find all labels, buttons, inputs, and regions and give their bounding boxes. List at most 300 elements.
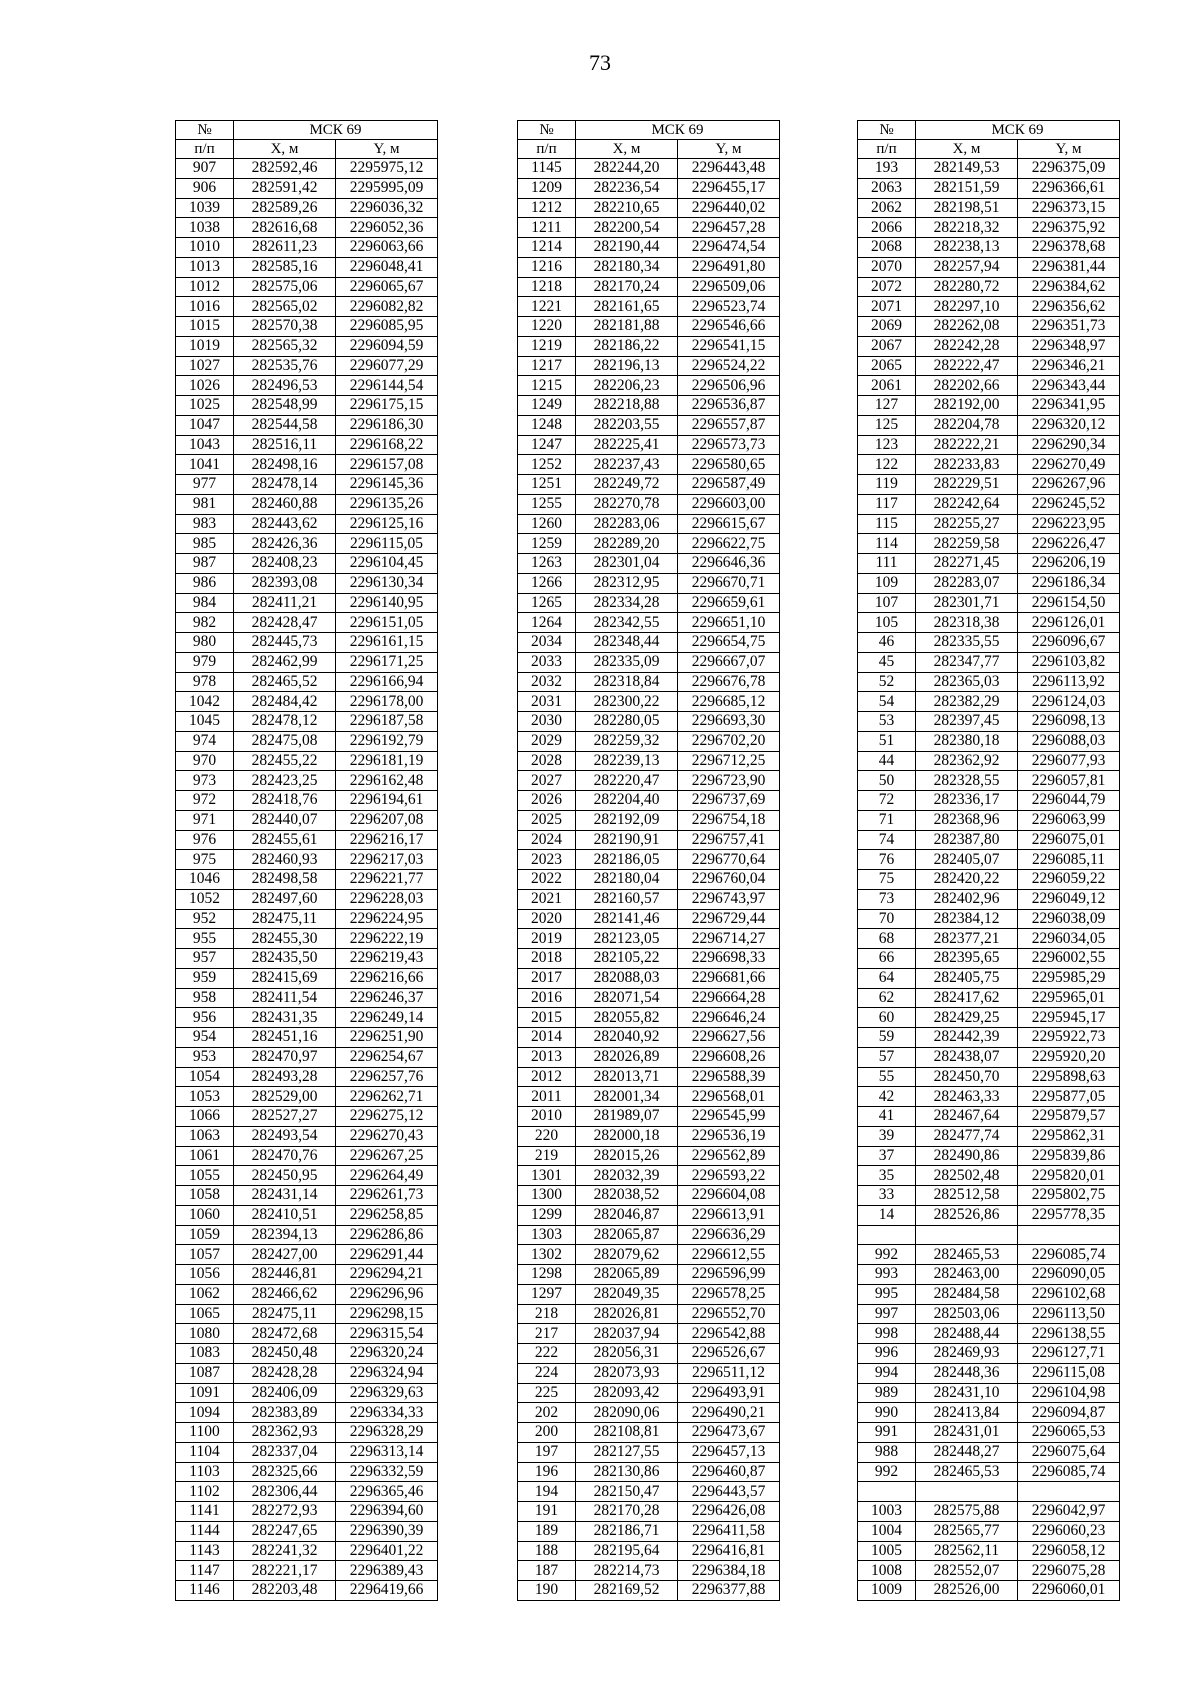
point-number: 2017	[518, 968, 576, 988]
x-coordinate: 282093,42	[576, 1383, 678, 1403]
table-row	[518, 1561, 780, 1581]
x-coordinate: 282443,62	[234, 514, 336, 534]
y-coordinate: 2296063,66	[336, 238, 438, 258]
y-coordinate: 2296419,66	[336, 1581, 438, 1601]
point-number: 1057	[176, 1245, 234, 1265]
y-coordinate: 2296168,22	[336, 435, 438, 455]
point-number: 1266	[518, 573, 576, 593]
table-row	[858, 1047, 1120, 1067]
y-coordinate: 2296390,39	[336, 1521, 438, 1541]
point-number: 996	[858, 1344, 916, 1364]
x-coordinate: 282289,20	[576, 534, 678, 554]
x-coordinate: 282394,13	[234, 1225, 336, 1245]
y-coordinate: 2296506,96	[678, 376, 780, 396]
point-number: 2032	[518, 672, 576, 692]
point-number: 2034	[518, 633, 576, 653]
y-coordinate: 2296474,54	[678, 238, 780, 258]
x-coordinate: 282262,08	[916, 317, 1018, 337]
y-coordinate: 2296161,15	[336, 633, 438, 653]
page-number: 73	[589, 50, 611, 75]
x-coordinate: 282200,54	[576, 218, 678, 238]
x-coordinate: 282460,88	[234, 494, 336, 514]
point-number: 991	[858, 1423, 916, 1443]
point-number: 59	[858, 1028, 916, 1048]
x-coordinate: 282283,07	[916, 573, 1018, 593]
y-coordinate: 2296144,54	[336, 376, 438, 396]
point-number: 2061	[858, 376, 916, 396]
x-coordinate: 282575,06	[234, 277, 336, 297]
x-coordinate: 282428,47	[234, 613, 336, 633]
point-number: 990	[858, 1403, 916, 1423]
point-number: 188	[518, 1541, 576, 1561]
y-coordinate: 2296615,67	[678, 514, 780, 534]
table-row	[518, 376, 780, 396]
table-row	[176, 672, 438, 692]
x-coordinate: 282192,00	[916, 396, 1018, 416]
table-row	[518, 317, 780, 337]
point-number: 46	[858, 633, 916, 653]
x-coordinate: 282365,03	[916, 672, 1018, 692]
point-number: 60	[858, 1008, 916, 1028]
point-number: 42	[858, 1087, 916, 1107]
table-row	[518, 1423, 780, 1443]
y-coordinate: 2296065,53	[1018, 1423, 1120, 1443]
x-coordinate: 282301,04	[576, 554, 678, 574]
y-coordinate: 2296060,01	[1018, 1581, 1120, 1601]
point-number: 1300	[518, 1186, 576, 1206]
x-coordinate: 282450,70	[916, 1067, 1018, 1087]
x-coordinate: 282151,59	[916, 178, 1018, 198]
point-number: 2062	[858, 198, 916, 218]
point-number: 57	[858, 1047, 916, 1067]
y-coordinate: 2296145,36	[336, 475, 438, 495]
x-coordinate: 282328,55	[916, 771, 1018, 791]
point-number: 52	[858, 672, 916, 692]
x-coordinate: 282502,48	[916, 1166, 1018, 1186]
table-row	[176, 1581, 438, 1601]
table-row	[518, 1166, 780, 1186]
table-row	[518, 238, 780, 258]
point-number: 68	[858, 929, 916, 949]
table-row	[858, 968, 1120, 988]
y-coordinate: 2296341,95	[1018, 396, 1120, 416]
point-number: 1027	[176, 356, 234, 376]
x-coordinate: 282181,88	[576, 317, 678, 337]
point-number: 2025	[518, 810, 576, 830]
y-coordinate: 2296298,15	[336, 1304, 438, 1324]
table-row	[176, 1383, 438, 1403]
table-row	[518, 1502, 780, 1522]
y-coordinate: 2296348,97	[1018, 336, 1120, 356]
y-coordinate: 2296151,05	[336, 613, 438, 633]
x-coordinate: 282435,50	[234, 949, 336, 969]
x-coordinate: 282229,51	[916, 475, 1018, 495]
point-number: 41	[858, 1107, 916, 1127]
table-row	[176, 356, 438, 376]
point-number: 1061	[176, 1146, 234, 1166]
point-number: 72	[858, 791, 916, 811]
y-coordinate: 2296698,33	[678, 949, 780, 969]
x-coordinate: 282535,76	[234, 356, 336, 376]
y-coordinate: 2296332,59	[336, 1462, 438, 1482]
point-number: 953	[176, 1047, 234, 1067]
table-row	[518, 593, 780, 613]
table-row	[858, 178, 1120, 198]
point-number: 1056	[176, 1265, 234, 1285]
y-coordinate: 2296090,05	[1018, 1265, 1120, 1285]
y-coordinate: 2296194,61	[336, 791, 438, 811]
point-number: 1301	[518, 1166, 576, 1186]
x-coordinate: 282475,11	[234, 1304, 336, 1324]
y-coordinate: 2296115,08	[1018, 1363, 1120, 1383]
table-row	[858, 1581, 1120, 1601]
table-row	[858, 317, 1120, 337]
point-number: 219	[518, 1146, 576, 1166]
y-coordinate: 2296102,68	[1018, 1284, 1120, 1304]
x-coordinate: 282429,25	[916, 1008, 1018, 1028]
x-coordinate: 282418,76	[234, 791, 336, 811]
x-coordinate: 282249,72	[576, 475, 678, 495]
point-number: 2066	[858, 218, 916, 238]
y-coordinate: 2296588,39	[678, 1067, 780, 1087]
y-coordinate: 2296523,74	[678, 297, 780, 317]
table-row	[518, 356, 780, 376]
point-number: 992	[858, 1245, 916, 1265]
table-row	[858, 1225, 1120, 1245]
y-coordinate: 2296065,67	[336, 277, 438, 297]
table-row	[518, 1581, 780, 1601]
table-row	[858, 1462, 1120, 1482]
table-row	[176, 494, 438, 514]
point-number: 1003	[858, 1502, 916, 1522]
x-coordinate: 282347,77	[916, 652, 1018, 672]
table-row	[858, 238, 1120, 258]
point-number: 2072	[858, 277, 916, 297]
x-coordinate: 282526,86	[916, 1205, 1018, 1225]
x-coordinate: 282186,05	[576, 850, 678, 870]
y-coordinate: 2296546,66	[678, 317, 780, 337]
point-number: 1045	[176, 712, 234, 732]
table-row	[858, 1324, 1120, 1344]
x-coordinate: 282592,46	[234, 159, 336, 179]
table-row	[176, 1363, 438, 1383]
y-coordinate: 2296178,00	[336, 692, 438, 712]
table-row	[858, 1561, 1120, 1581]
table-row	[858, 1403, 1120, 1423]
y-coordinate: 2296085,11	[1018, 850, 1120, 870]
point-number: 1217	[518, 356, 576, 376]
y-coordinate: 2296124,03	[1018, 692, 1120, 712]
x-coordinate: 282469,93	[916, 1344, 1018, 1364]
x-coordinate: 282384,12	[916, 909, 1018, 929]
point-number: 2069	[858, 317, 916, 337]
point-number: 2033	[518, 652, 576, 672]
point-number: 1144	[176, 1521, 234, 1541]
x-coordinate: 282196,13	[576, 356, 678, 376]
y-coordinate: 2296077,29	[336, 356, 438, 376]
y-coordinate: 2296186,30	[336, 415, 438, 435]
point-number: 1047	[176, 415, 234, 435]
table-row	[858, 949, 1120, 969]
table-row	[176, 1126, 438, 1146]
x-coordinate: 282259,32	[576, 731, 678, 751]
table-row	[176, 1442, 438, 1462]
x-coordinate: 282257,94	[916, 257, 1018, 277]
point-number: 217	[518, 1324, 576, 1344]
point-number: 194	[518, 1482, 576, 1502]
y-coordinate: 2296457,13	[678, 1442, 780, 1462]
point-number: 44	[858, 751, 916, 771]
x-coordinate: 282585,16	[234, 257, 336, 277]
y-coordinate: 2296670,71	[678, 573, 780, 593]
y-coordinate: 2295820,01	[1018, 1166, 1120, 1186]
table-row	[176, 1284, 438, 1304]
table-row	[858, 1363, 1120, 1383]
y-coordinate: 2296685,12	[678, 692, 780, 712]
point-number: 983	[176, 514, 234, 534]
table-row	[176, 692, 438, 712]
table-row	[858, 672, 1120, 692]
x-coordinate: 282589,26	[234, 198, 336, 218]
point-number: 39	[858, 1126, 916, 1146]
y-coordinate: 2296723,90	[678, 771, 780, 791]
table-row	[518, 1087, 780, 1107]
x-coordinate: 282408,23	[234, 554, 336, 574]
x-coordinate: 282470,97	[234, 1047, 336, 1067]
point-number: 981	[176, 494, 234, 514]
x-coordinate: 282477,74	[916, 1126, 1018, 1146]
point-number: 1209	[518, 178, 576, 198]
x-coordinate: 282204,40	[576, 791, 678, 811]
y-coordinate: 2296270,43	[336, 1126, 438, 1146]
y-coordinate: 2296343,44	[1018, 376, 1120, 396]
y-coordinate: 2296315,54	[336, 1324, 438, 1344]
point-number: 1013	[176, 257, 234, 277]
y-coordinate: 2296036,32	[336, 198, 438, 218]
table-row	[176, 198, 438, 218]
x-coordinate: 282283,06	[576, 514, 678, 534]
y-coordinate: 2296290,34	[1018, 435, 1120, 455]
point-number: 987	[176, 554, 234, 574]
y-coordinate: 2296075,28	[1018, 1561, 1120, 1581]
y-coordinate: 2296217,03	[336, 850, 438, 870]
table-row	[858, 791, 1120, 811]
x-coordinate: 282463,33	[916, 1087, 1018, 1107]
point-number: 984	[176, 593, 234, 613]
y-coordinate: 2296126,01	[1018, 613, 1120, 633]
point-number: 37	[858, 1146, 916, 1166]
y-coordinate: 2296216,66	[336, 968, 438, 988]
y-coordinate: 2296166,94	[336, 672, 438, 692]
table-row	[518, 1107, 780, 1127]
table-row	[518, 1304, 780, 1324]
point-number: 1146	[176, 1581, 234, 1601]
table-row	[518, 1067, 780, 1087]
y-coordinate: 2296219,43	[336, 949, 438, 969]
point-number: 62	[858, 988, 916, 1008]
point-number: 976	[176, 830, 234, 850]
point-number: 119	[858, 475, 916, 495]
point-number: 189	[518, 1521, 576, 1541]
y-coordinate: 2296608,26	[678, 1047, 780, 1067]
point-number: 197	[518, 1442, 576, 1462]
x-coordinate: 282497,60	[234, 889, 336, 909]
x-coordinate: 282529,00	[234, 1087, 336, 1107]
point-number: 1012	[176, 277, 234, 297]
point-number: 2031	[518, 692, 576, 712]
x-coordinate: 282451,16	[234, 1028, 336, 1048]
x-coordinate: 282203,48	[234, 1581, 336, 1601]
x-coordinate: 282306,44	[234, 1482, 336, 1502]
table-row	[176, 889, 438, 909]
x-coordinate: 282496,53	[234, 376, 336, 396]
table-row	[518, 1462, 780, 1482]
x-coordinate: 282065,87	[576, 1225, 678, 1245]
y-coordinate: 2296714,27	[678, 929, 780, 949]
table-row	[176, 514, 438, 534]
table-row	[518, 652, 780, 672]
point-number: 2029	[518, 731, 576, 751]
x-coordinate: 282192,09	[576, 810, 678, 830]
point-number: 992	[858, 1462, 916, 1482]
point-number: 1265	[518, 593, 576, 613]
point-number: 1215	[518, 376, 576, 396]
x-coordinate: 282448,36	[916, 1363, 1018, 1383]
point-number: 1247	[518, 435, 576, 455]
table-row	[176, 1423, 438, 1443]
table-row	[858, 692, 1120, 712]
y-coordinate: 2296613,91	[678, 1205, 780, 1225]
point-number: 73	[858, 889, 916, 909]
y-coordinate: 2296493,91	[678, 1383, 780, 1403]
table-row	[518, 929, 780, 949]
point-number: 50	[858, 771, 916, 791]
y-coordinate: 2296562,89	[678, 1146, 780, 1166]
y-coordinate: 2295879,57	[1018, 1107, 1120, 1127]
y-coordinate: 2296587,49	[678, 475, 780, 495]
y-coordinate: 2296042,97	[1018, 1502, 1120, 1522]
header-num-sub: п/п	[176, 140, 234, 159]
y-coordinate: 2296049,12	[1018, 889, 1120, 909]
y-coordinate: 2296038,09	[1018, 909, 1120, 929]
table-row	[518, 554, 780, 574]
header-x: X, м	[916, 140, 1018, 159]
y-coordinate: 2296693,30	[678, 712, 780, 732]
point-number: 1104	[176, 1442, 234, 1462]
table-row	[176, 238, 438, 258]
x-coordinate: 282455,61	[234, 830, 336, 850]
y-coordinate: 2296578,25	[678, 1284, 780, 1304]
point-number: 2071	[858, 297, 916, 317]
point-number: 125	[858, 415, 916, 435]
point-number: 1016	[176, 297, 234, 317]
point-number: 2019	[518, 929, 576, 949]
y-coordinate: 2296378,68	[1018, 238, 1120, 258]
point-number: 1083	[176, 1344, 234, 1364]
point-number: 958	[176, 988, 234, 1008]
x-coordinate: 282247,65	[234, 1521, 336, 1541]
x-coordinate: 282475,08	[234, 731, 336, 751]
point-number: 64	[858, 968, 916, 988]
table-row	[518, 1442, 780, 1462]
x-coordinate: 282362,93	[234, 1423, 336, 1443]
table-row	[518, 968, 780, 988]
y-coordinate: 2296186,34	[1018, 573, 1120, 593]
table-row	[176, 1344, 438, 1364]
table-row	[518, 949, 780, 969]
x-coordinate: 282271,45	[916, 554, 1018, 574]
table-row	[858, 257, 1120, 277]
x-coordinate: 282180,34	[576, 257, 678, 277]
y-coordinate: 2296580,65	[678, 455, 780, 475]
point-number: 1214	[518, 238, 576, 258]
table-row	[518, 672, 780, 692]
y-coordinate: 2296651,10	[678, 613, 780, 633]
x-coordinate: 282611,23	[234, 238, 336, 258]
point-number: 1255	[518, 494, 576, 514]
y-coordinate: 2296455,17	[678, 178, 780, 198]
point-number: 1260	[518, 514, 576, 534]
x-coordinate: 282242,64	[916, 494, 1018, 514]
point-number: 982	[176, 613, 234, 633]
y-coordinate: 2296286,86	[336, 1225, 438, 1245]
point-number: 973	[176, 771, 234, 791]
table-row	[518, 336, 780, 356]
y-coordinate: 2296104,45	[336, 554, 438, 574]
y-coordinate: 2296603,00	[678, 494, 780, 514]
x-coordinate: 282411,54	[234, 988, 336, 1008]
point-number: 127	[858, 396, 916, 416]
x-coordinate: 282280,05	[576, 712, 678, 732]
point-number: 1055	[176, 1166, 234, 1186]
y-coordinate: 2296171,25	[336, 652, 438, 672]
y-coordinate: 2296207,08	[336, 810, 438, 830]
table-row	[176, 909, 438, 929]
point-number: 111	[858, 554, 916, 574]
table-row	[858, 1482, 1120, 1502]
point-number: 1259	[518, 534, 576, 554]
x-coordinate: 282527,27	[234, 1107, 336, 1127]
table-row	[858, 771, 1120, 791]
x-coordinate: 282417,62	[916, 988, 1018, 1008]
y-coordinate: 2296622,75	[678, 534, 780, 554]
table-row	[858, 929, 1120, 949]
point-number: 952	[176, 909, 234, 929]
point-number: 978	[176, 672, 234, 692]
table-row	[176, 968, 438, 988]
y-coordinate: 2296754,18	[678, 810, 780, 830]
x-coordinate: 282270,78	[576, 494, 678, 514]
table-row	[858, 198, 1120, 218]
x-coordinate: 282220,47	[576, 771, 678, 791]
y-coordinate: 2296262,71	[336, 1087, 438, 1107]
x-coordinate: 282478,12	[234, 712, 336, 732]
point-number: 1219	[518, 336, 576, 356]
point-number: 35	[858, 1166, 916, 1186]
x-coordinate: 282301,71	[916, 593, 1018, 613]
point-number: 51	[858, 731, 916, 751]
x-coordinate: 282237,43	[576, 455, 678, 475]
x-coordinate: 282575,88	[916, 1502, 1018, 1522]
x-coordinate: 282198,51	[916, 198, 1018, 218]
y-coordinate: 2296254,67	[336, 1047, 438, 1067]
y-coordinate: 2296094,87	[1018, 1403, 1120, 1423]
y-coordinate: 2296545,99	[678, 1107, 780, 1127]
y-coordinate: 2296324,94	[336, 1363, 438, 1383]
y-coordinate: 2296552,70	[678, 1304, 780, 1324]
y-coordinate: 2295898,63	[1018, 1067, 1120, 1087]
point-number: 956	[176, 1008, 234, 1028]
